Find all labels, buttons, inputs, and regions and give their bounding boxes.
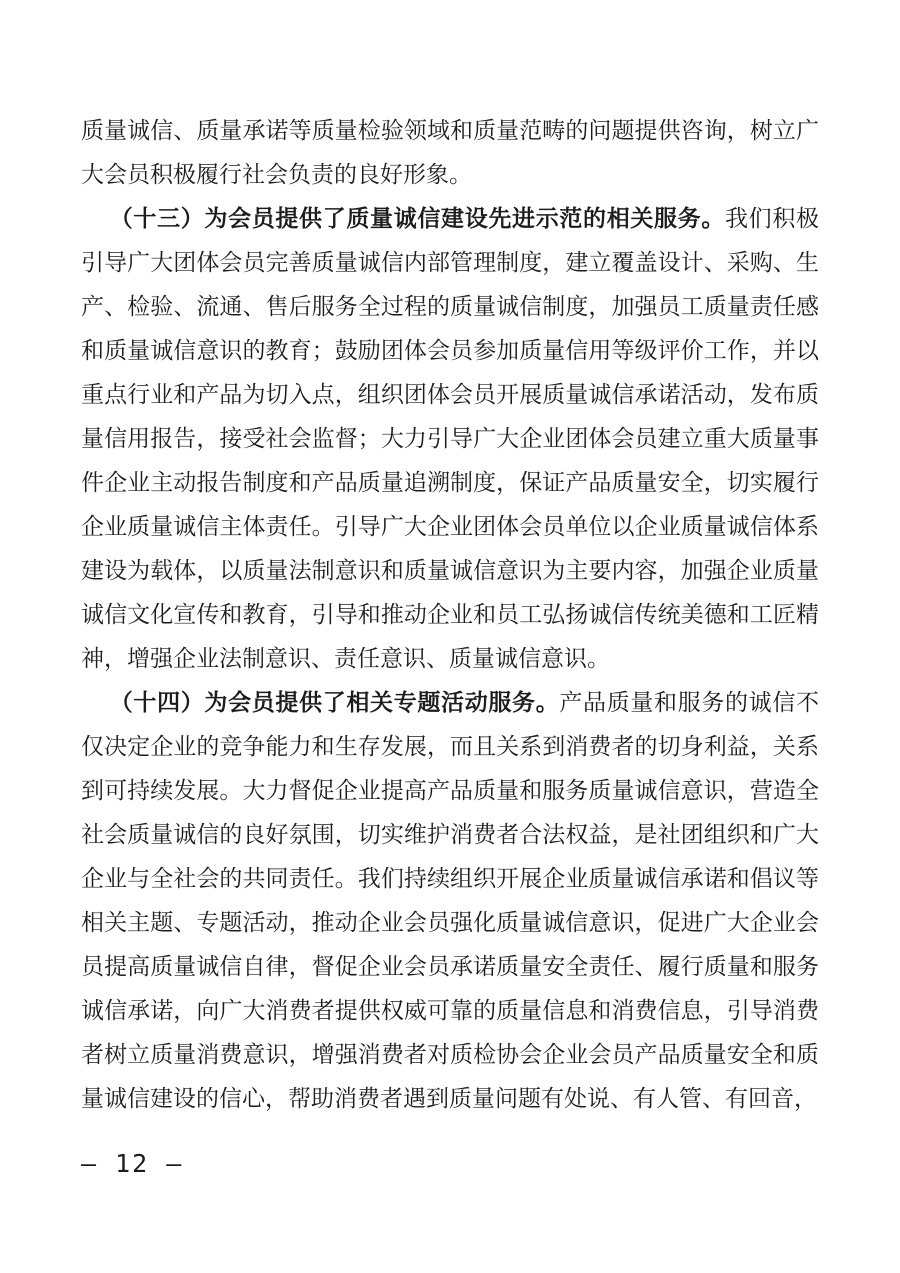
paragraph-continuation bbox=[81, 109, 819, 197]
section-14-heading: （十四）为会员提供了相关专题活动服务。 bbox=[109, 690, 560, 715]
paragraph-text: 我们积极引导广大团体会员完善质量诚信内部管理制度，建立覆盖设计、采购、生产、检验、流通、售后服务全过程的质量诚信制度，加强员工质量责任感和质量诚信意识的教育；鼓励团体会员参加质量信用等级评价工作，并以重点行业和产品为切入点，组织团体会员开展质量诚信承诺活动，发布质量信用报告，接受社会监督；大力引导广大企业团体会员建立重大质量事件企业主动报告制度和产品质量追溯制度，保证产品质量安全，切实履行企业质量诚信主体责任。引导广大企业团体会员单位以企业质量诚信体系建设为载体，以质量法制意识和质量诚信意识为主要内容，加强企业质量诚信文化宣传和教育，引导和推动企业和员工弘扬诚信传统美德和工匠精神，增强企业法制意识、责任意识、质量诚信意识。 bbox=[81, 206, 820, 671]
paragraph-section-14 bbox=[81, 681, 819, 1121]
paragraph-section-13 bbox=[81, 197, 819, 681]
page-footer bbox=[81, 1149, 183, 1179]
page-number: – 12 – bbox=[81, 1149, 184, 1178]
section-13-heading: （十三）为会员提供了质量诚信建设先进示范的相关服务。 bbox=[109, 206, 726, 231]
text-block bbox=[81, 109, 819, 1121]
paragraph-text: 产品质量和服务的诚信不仅决定企业的竞争能力和生存发展，而且关系到消费者的切身利益，关系到可持续发展。大力督促企业提高产品质量和服务质量诚信意识，营造全社会质量诚信的良好氛围，切实维护消费者合法权益，是社团组织和广大企业与全社会的共同责任。我们持续组织开展企业质量诚信承诺和倡议等相关主题、专题活动，推动企业会员强化质量诚信意识，促进广大企业会员提高质量诚信自律，督促企业会员承诺质量安全责任、履行质量和服务诚信承诺，向广大消费者提供权威可靠的质量信息和消费信息，引导消费者树立质量消费意识，增强消费者对质检协会企业会员产品质量安全和质量诚信建设的信心，帮助消费者遇到质量问题有处说、有人管、有回音， bbox=[81, 690, 820, 1111]
paragraph-text: 质量诚信、质量承诺等质量检验领域和质量范畴的问题提供咨询，树立广大会员积极履行社会负责的良好形象。 bbox=[81, 118, 819, 187]
